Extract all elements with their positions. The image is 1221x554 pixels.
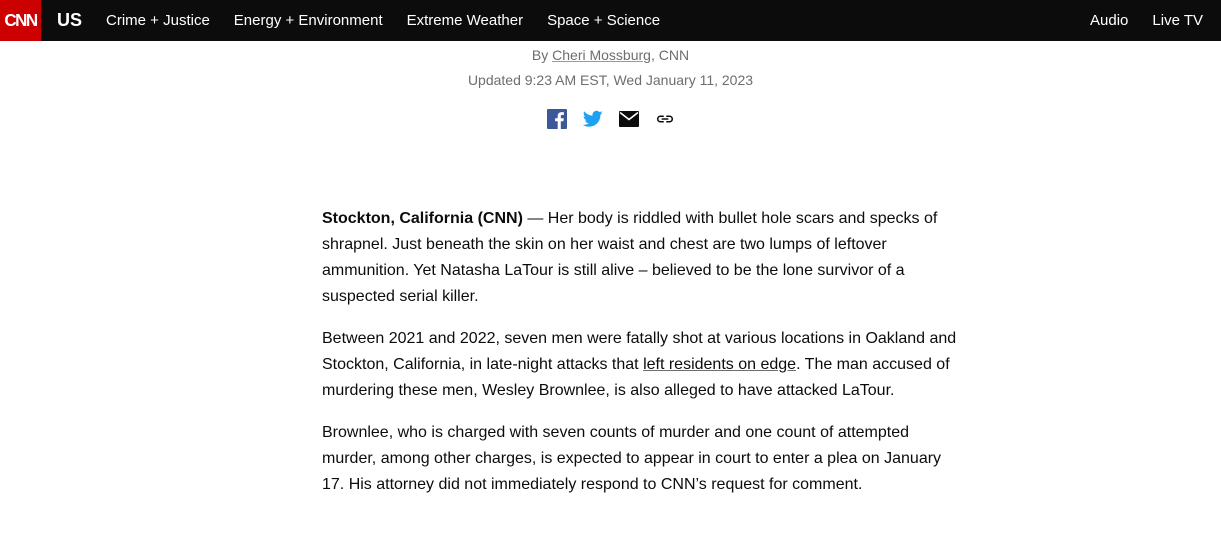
email-icon[interactable]	[619, 109, 639, 129]
dateline: Stockton, California (CNN)	[322, 210, 523, 227]
top-navigation	[0, 0, 1221, 41]
updated-timestamp: Updated 9:23 AM EST, Wed January 11, 2023	[467, 72, 754, 88]
nav-right	[1078, 0, 1215, 41]
link-icon[interactable]	[655, 109, 675, 129]
paragraph-2	[322, 326, 962, 404]
nav-item-extreme-weather[interactable]: Extreme Weather	[406, 12, 524, 29]
article-body	[322, 206, 962, 498]
byline-suffix: , CNN	[650, 47, 690, 63]
share-bar	[0, 109, 1221, 129]
author-link[interactable]: Cheri Mossburg	[552, 47, 651, 63]
paragraph-1-text: — Her body is riddled with bullet hole scars and specks of shrapnel. Just beneath the skin on her waist and chest are two lumps of leftover ammunition. Yet Natasha LaTour is still alive – believed to be the lone survivor of a suspected serial killer.	[322, 210, 938, 305]
paragraph-2-text-b: . The man accused of murdering these men, Wesley Brownlee, is also alleged to have attacked LaTour.	[322, 356, 950, 399]
nav-item-crime-justice[interactable]: Crime + Justice	[106, 12, 210, 29]
residents-on-edge-link[interactable]: left residents on edge	[643, 356, 797, 373]
twitter-icon[interactable]	[583, 109, 603, 129]
paragraph-2-text-a: Between 2021 and 2022, seven men were fatally shot at various locations in Oakland and Stockton, California, in late-night attacks that	[322, 330, 957, 373]
cnn-logo[interactable]: CNN	[0, 0, 41, 41]
facebook-icon[interactable]	[547, 109, 567, 129]
paragraph-1	[322, 206, 962, 310]
nav-item-energy-environment[interactable]: Energy + Environment	[233, 12, 383, 29]
nav-item-audio[interactable]: Audio	[1090, 12, 1129, 29]
section-title[interactable]: US	[57, 10, 83, 30]
paragraph-3: Brownlee, who is charged with seven counts of murder and one count of attempted murder, among other charges, is expected to appear in court to enter a plea on January 17. His attorney did not immediately respond to CNN’s request for comment.	[322, 424, 942, 493]
nav-item-space-science[interactable]: Space + Science	[547, 12, 661, 29]
byline	[0, 47, 1221, 63]
nav-item-live-tv[interactable]: Live TV	[1152, 12, 1203, 29]
byline-prefix: By	[531, 47, 553, 63]
